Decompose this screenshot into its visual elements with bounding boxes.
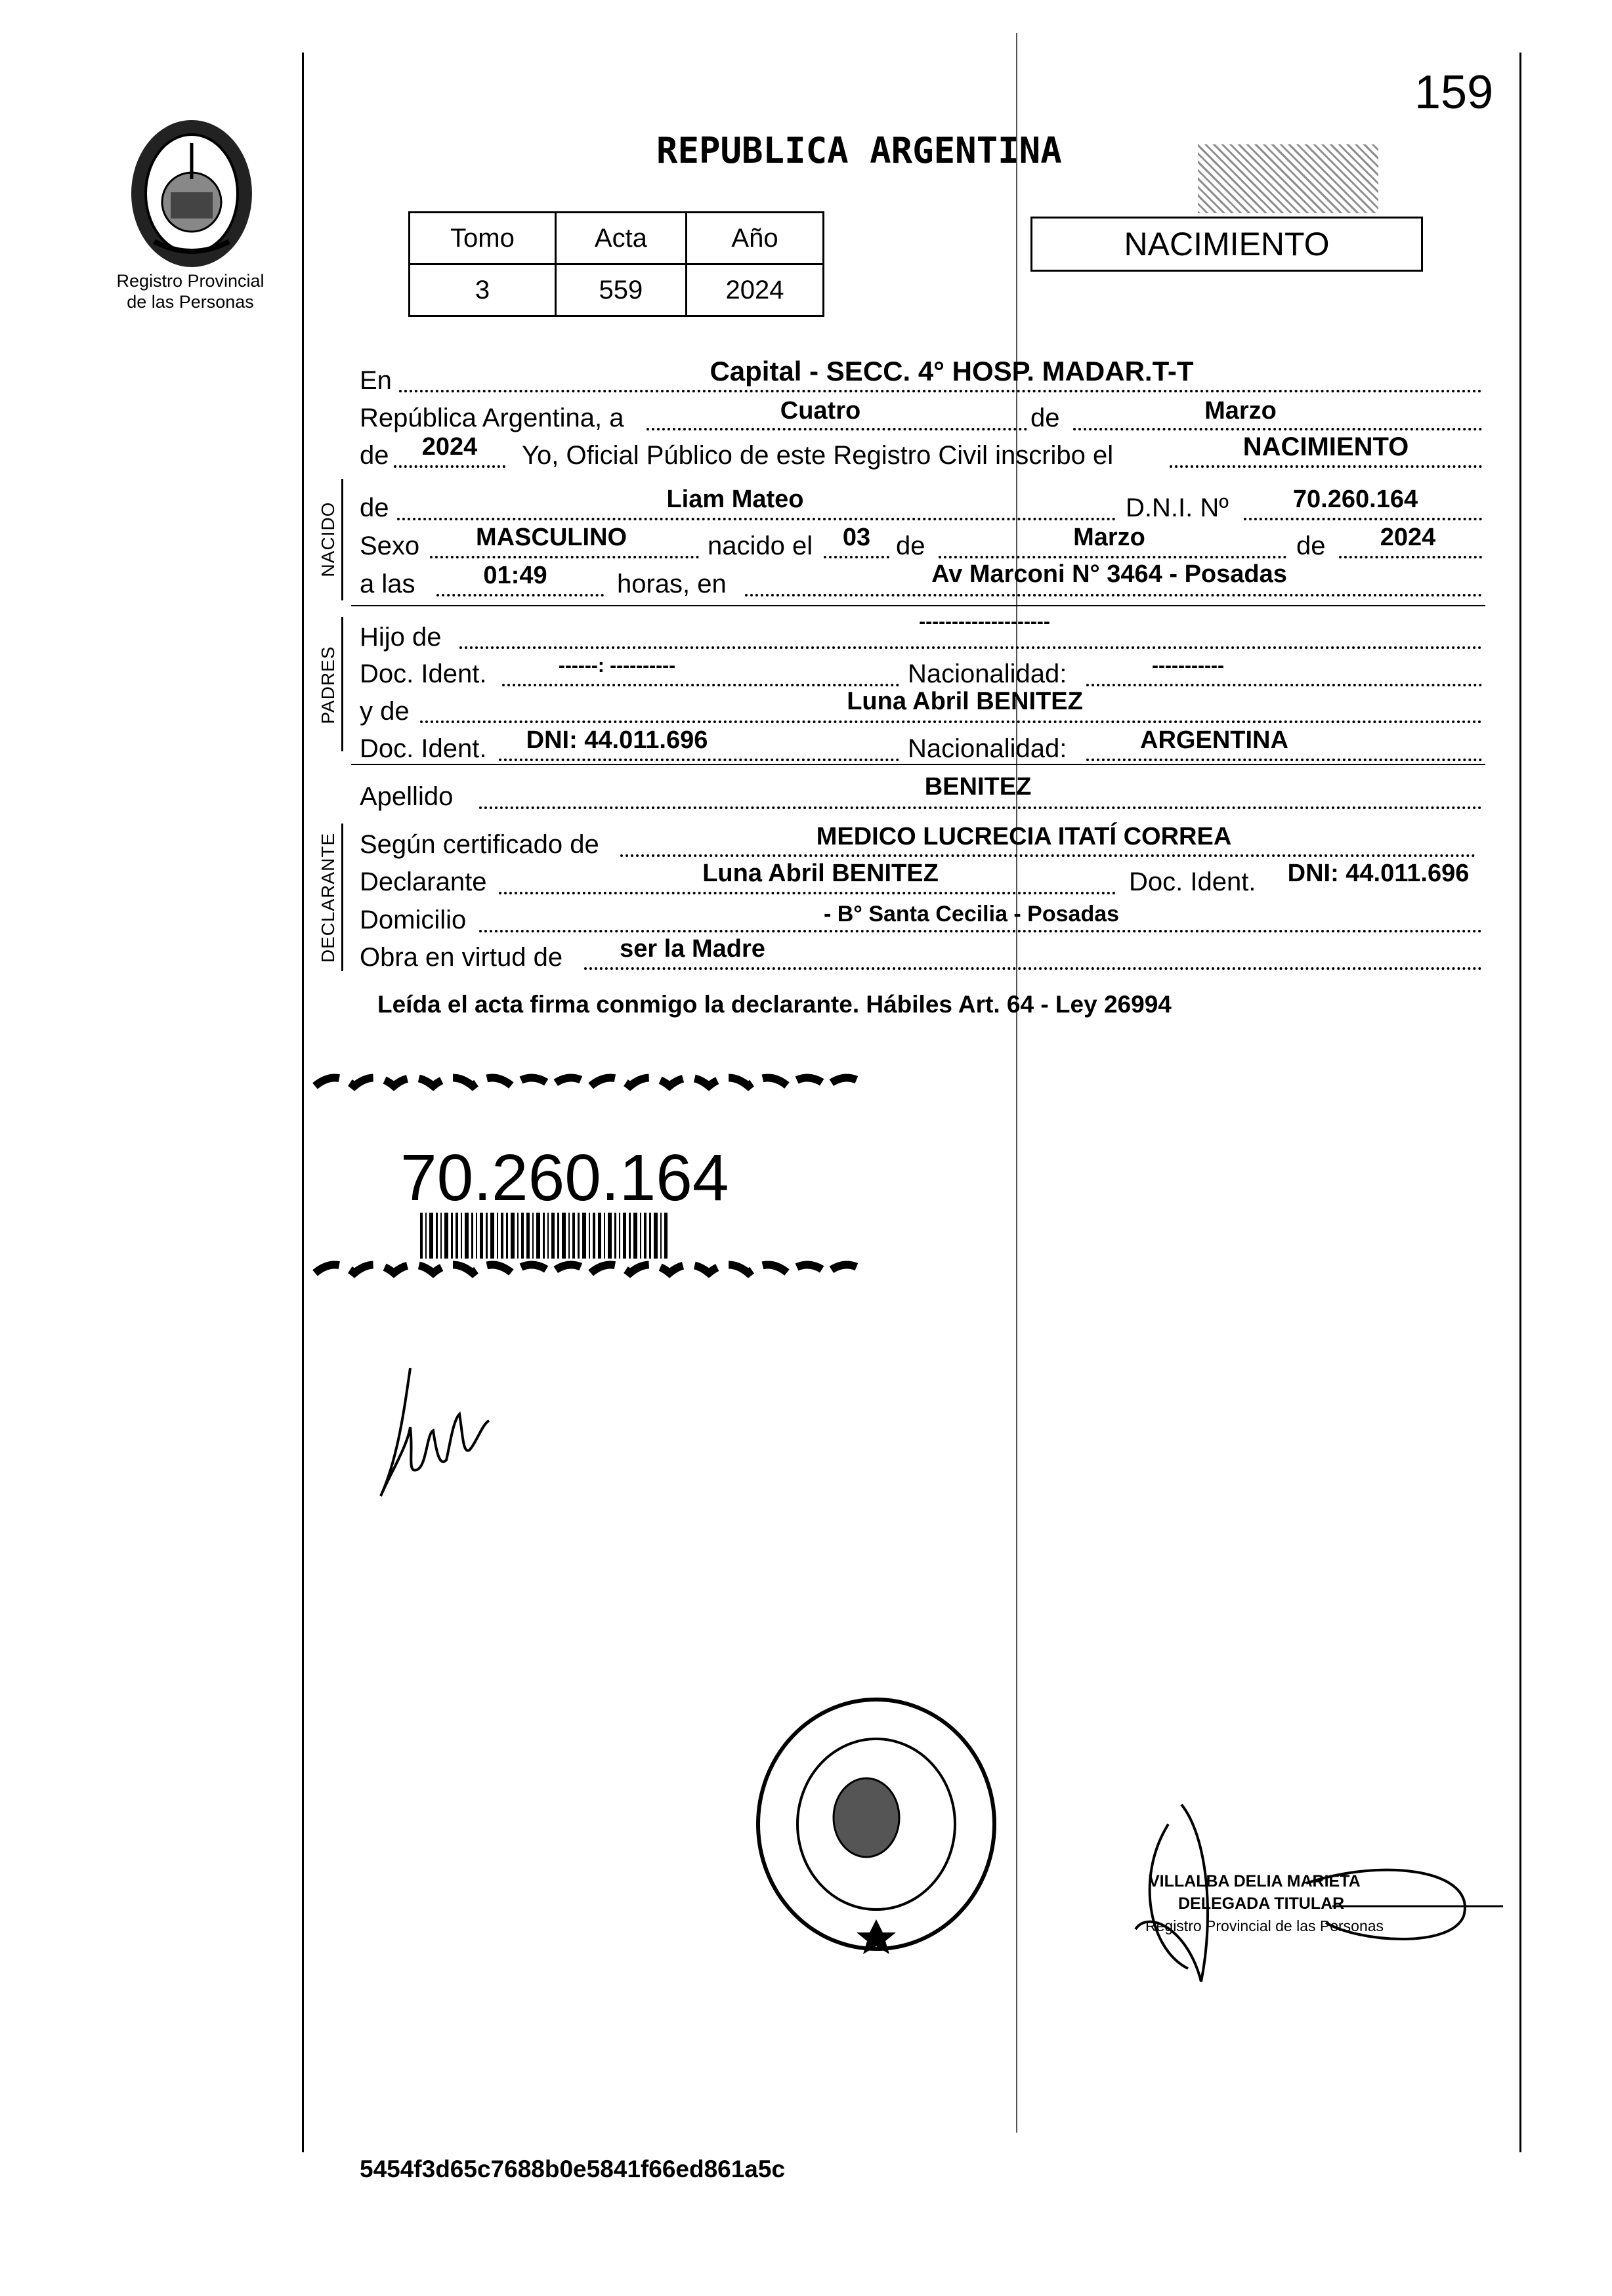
dots-madre xyxy=(420,720,1482,723)
label-nacionalidad-2: Nacionalidad: xyxy=(908,734,1067,763)
dots-lugar-nac xyxy=(745,594,1482,596)
label-a-las: a las xyxy=(360,570,415,598)
value-padre: -------------------- xyxy=(919,611,1050,633)
dots-name xyxy=(397,518,1116,520)
official-stamp-line3: Registro Provincial de las Personas xyxy=(1145,1917,1384,1934)
label-doc-ident-1: Doc. Ident. xyxy=(360,659,487,688)
dots-padre xyxy=(459,646,1482,649)
value-dia-nac: 03 xyxy=(842,524,871,551)
value-dia: Cuatro xyxy=(780,397,861,425)
doc-type: NACIMIENTO xyxy=(1124,226,1330,262)
dots-apellido xyxy=(479,806,1482,809)
acta-value: 559 xyxy=(555,264,686,316)
value-obra: ser la Madre xyxy=(620,935,765,963)
label-horas-en: horas, en xyxy=(617,570,727,598)
tomo-value: 3 xyxy=(410,264,556,316)
document-hash: 5454f3d65c7688b0e5841f66ed861a5c xyxy=(360,2156,786,2182)
declarante-bracket xyxy=(341,824,343,971)
value-anio: 2024 xyxy=(421,433,478,461)
dots-dia xyxy=(647,428,1027,430)
registry-seal xyxy=(115,117,269,271)
barcode-number: 70.260.164 xyxy=(400,1141,729,1215)
tomo-table xyxy=(408,211,824,317)
left-border xyxy=(302,52,304,2152)
official-stamp-line1: VILLALBA DELIA MARIETA xyxy=(1149,1872,1361,1890)
value-declarante-doc: DNI: 44.011.696 xyxy=(1287,860,1470,887)
label-nacionalidad-1: Nacionalidad: xyxy=(908,659,1067,688)
label-nacido-el: nacido el xyxy=(708,532,813,560)
value-dni: 70.260.164 xyxy=(1292,486,1418,513)
official-stamp xyxy=(1145,1870,1487,1937)
anio-header: Año xyxy=(686,213,823,264)
anio-value: 2024 xyxy=(686,264,823,316)
value-lugar-nac: Av Marconi N° 3464 - Posadas xyxy=(931,560,1287,588)
value-certificado: MEDICO LUCRECIA ITATÍ CORREA xyxy=(816,823,1232,850)
value-anio-nac: 2024 xyxy=(1380,524,1436,551)
dots-declarante xyxy=(499,892,1116,894)
acta-header: Acta xyxy=(555,213,686,264)
dots-anio-nac xyxy=(1339,556,1482,558)
value-declarante: Luna Abril BENITEZ xyxy=(702,860,939,887)
value-madre-doc: DNI: 44.011.696 xyxy=(526,726,708,754)
divider-padres xyxy=(351,764,1485,765)
registry-name-line1: Registro Provincial xyxy=(116,271,265,291)
label-de-month: de xyxy=(1030,404,1060,432)
padres-bracket xyxy=(341,617,343,751)
value-hora: 01:49 xyxy=(483,562,547,589)
label-apellido: Apellido xyxy=(360,782,454,811)
doc-type-box xyxy=(1030,217,1423,272)
registry-name xyxy=(79,270,302,312)
dots-en xyxy=(399,390,1482,392)
value-inscribe: NACIMIENTO xyxy=(1242,432,1409,461)
value-madre-nac: ARGENTINA xyxy=(1140,726,1288,754)
nacido-bracket xyxy=(341,479,343,600)
value-mes: Marzo xyxy=(1204,397,1277,425)
label-republica: República Argentina, a xyxy=(360,404,624,432)
right-border xyxy=(1519,52,1521,2152)
value-padre-doc: ------: ---------- xyxy=(558,655,676,677)
dots-obra xyxy=(584,967,1482,970)
value-apellido: BENITEZ xyxy=(924,773,1032,801)
barcode-icon xyxy=(420,1213,668,1259)
side-label-padres: PADRES xyxy=(318,646,338,724)
dots-sexo xyxy=(430,556,699,558)
label-de-mid: de xyxy=(896,532,925,560)
label-de-name: de xyxy=(360,493,389,522)
label-segun-certificado: Según certificado de xyxy=(360,830,599,859)
label-dni: D.N.I. Nº xyxy=(1126,493,1229,522)
value-domicilio: - B° Santa Cecilia - Posadas xyxy=(823,902,1120,927)
tomo-header: Tomo xyxy=(410,213,556,264)
label-de-year: de xyxy=(360,441,389,470)
label-en: En xyxy=(360,366,392,395)
country-title: REPUBLICA ARGENTINA xyxy=(656,130,1062,171)
dots-madre-nac xyxy=(1086,759,1482,761)
value-sexo: MASCULINO xyxy=(475,524,627,551)
label-obra-en-virtud: Obra en virtud de xyxy=(360,943,563,972)
value-lugar: Capital - SECC. 4° HOSP. MADAR.T-T xyxy=(710,356,1194,386)
registry-name-line2: de las Personas xyxy=(127,292,254,312)
dots-padre-nac xyxy=(1086,684,1482,686)
dots-mes-nac xyxy=(939,556,1286,558)
dots-mes xyxy=(1073,428,1482,430)
label-doc-ident-2: Doc. Ident. xyxy=(360,734,487,763)
label-declarante: Declarante xyxy=(360,867,487,896)
label-doc-ident-3: Doc. Ident. xyxy=(1129,867,1256,896)
side-label-nacido: NACIDO xyxy=(318,501,338,577)
label-de-end: de xyxy=(1296,532,1326,560)
page-number: 159 xyxy=(1414,66,1494,119)
dots-domicilio xyxy=(479,930,1482,932)
value-mes-nac: Marzo xyxy=(1073,524,1145,551)
label-hijo-de: Hijo de xyxy=(360,623,442,652)
dots-dia-nac xyxy=(824,556,889,558)
security-pattern xyxy=(1198,144,1378,213)
label-domicilio: Domicilio xyxy=(360,906,467,934)
round-stamp xyxy=(752,1693,1001,1955)
side-label-declarante: DECLARANTE xyxy=(318,832,338,963)
official-stamp-line2: DELEGADA TITULAR xyxy=(1178,1894,1345,1913)
label-y-de: y de xyxy=(360,697,410,726)
signature-left xyxy=(371,1362,502,1506)
label-yo-oficial: Yo, Oficial Público de este Registro Civil inscribo el xyxy=(522,441,1114,470)
value-padre-nac: ----------- xyxy=(1152,655,1224,677)
dots-hora xyxy=(436,594,604,596)
label-sexo: Sexo xyxy=(360,532,420,560)
value-nombre: Liam Mateo xyxy=(666,486,804,513)
dots-madre-doc xyxy=(499,759,899,761)
dots-dni xyxy=(1244,518,1482,520)
dots-certificado xyxy=(620,854,1475,857)
closing-statement: Leída el acta firma conmigo la declarante. Hábiles Art. 64 - Ley 26994 xyxy=(377,991,1172,1018)
fold-line xyxy=(1016,33,1017,2133)
dots-inscribe xyxy=(1170,465,1482,468)
value-madre: Luna Abril BENITEZ xyxy=(847,688,1083,715)
divider-nacido xyxy=(351,605,1485,606)
dots-year xyxy=(394,465,505,468)
